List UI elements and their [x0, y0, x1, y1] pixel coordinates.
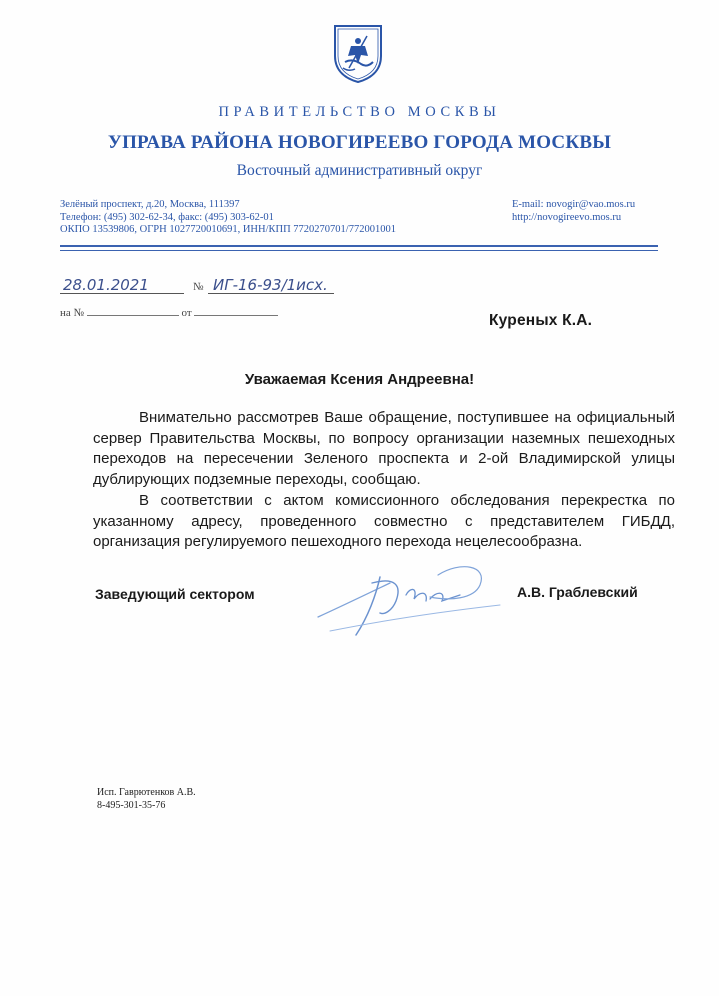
reference-number-label: на № [60, 307, 85, 319]
signatory-name: А.В. Граблевский [517, 584, 638, 600]
contact-block-left [60, 199, 396, 237]
recipient-name: Куреных К.А. [489, 312, 593, 329]
phone-line: Телефон: (495) 302-62-34, факс: (495) 303-62-01 [60, 211, 274, 223]
district-title: Восточный административный округ [236, 162, 483, 179]
website-line: http://novogireevo.mos.ru [512, 211, 622, 223]
number-label: № [193, 281, 204, 293]
date-underline [60, 293, 184, 294]
body-paragraph-1: Внимательно рассмотрев Ваше обращение, поступившее на официальный сервер Правительства Москвы, по вопросу организации наземных пешеходных переходов на пересечении Зеленого проспекта и 2-ой Владимирской улицы дублирующих подземные переходы, сообщаю. [93, 409, 675, 489]
signatory-position: Заведующий сектором [95, 586, 255, 602]
reference-number-blank [87, 306, 179, 316]
salutation: Уважаемая Ксения Андреевна! [244, 371, 475, 388]
executor-phone: 8-495-301-35-76 [97, 800, 166, 811]
registration-number: ИГ-16-93/1исх. [213, 276, 328, 294]
registry-codes-line: ОКПО 13539806, ОГРН 1027720010691, ИНН/КПП 7720270701/772001001 [60, 224, 396, 235]
handwritten-signature-icon [310, 555, 510, 650]
registration-date: 28.01.2021 [63, 276, 149, 294]
address-line: Зелёный проспект, д.20, Москва, 111397 [60, 199, 240, 210]
number-underline [208, 293, 334, 294]
reference-from-label: от [181, 307, 192, 319]
body-paragraph-2: В соответствии с актом комиссионного обследования перекрестка по указанному адресу, проведенного совместно с представителем ГИБДД, организация регулируемого пешеходного перехода нецелесообразна. [93, 492, 675, 551]
reference-row [60, 306, 278, 319]
government-title: ПРАВИТЕЛЬСТВО МОСКВЫ [218, 104, 501, 120]
header-divider [60, 245, 658, 247]
email-line: E-mail: novogir@vao.mos.ru [512, 199, 636, 210]
header-divider-thin [60, 250, 658, 251]
contact-block-right [512, 199, 635, 224]
organization-title: УПРАВА РАЙОНА НОВОГИРЕЕВО ГОРОДА МОСКВЫ [107, 132, 612, 153]
reference-date-blank [194, 306, 278, 316]
moscow-coat-of-arms-icon [331, 22, 385, 84]
executor-name: Исп. Гаврютенков А.В. [97, 787, 196, 798]
